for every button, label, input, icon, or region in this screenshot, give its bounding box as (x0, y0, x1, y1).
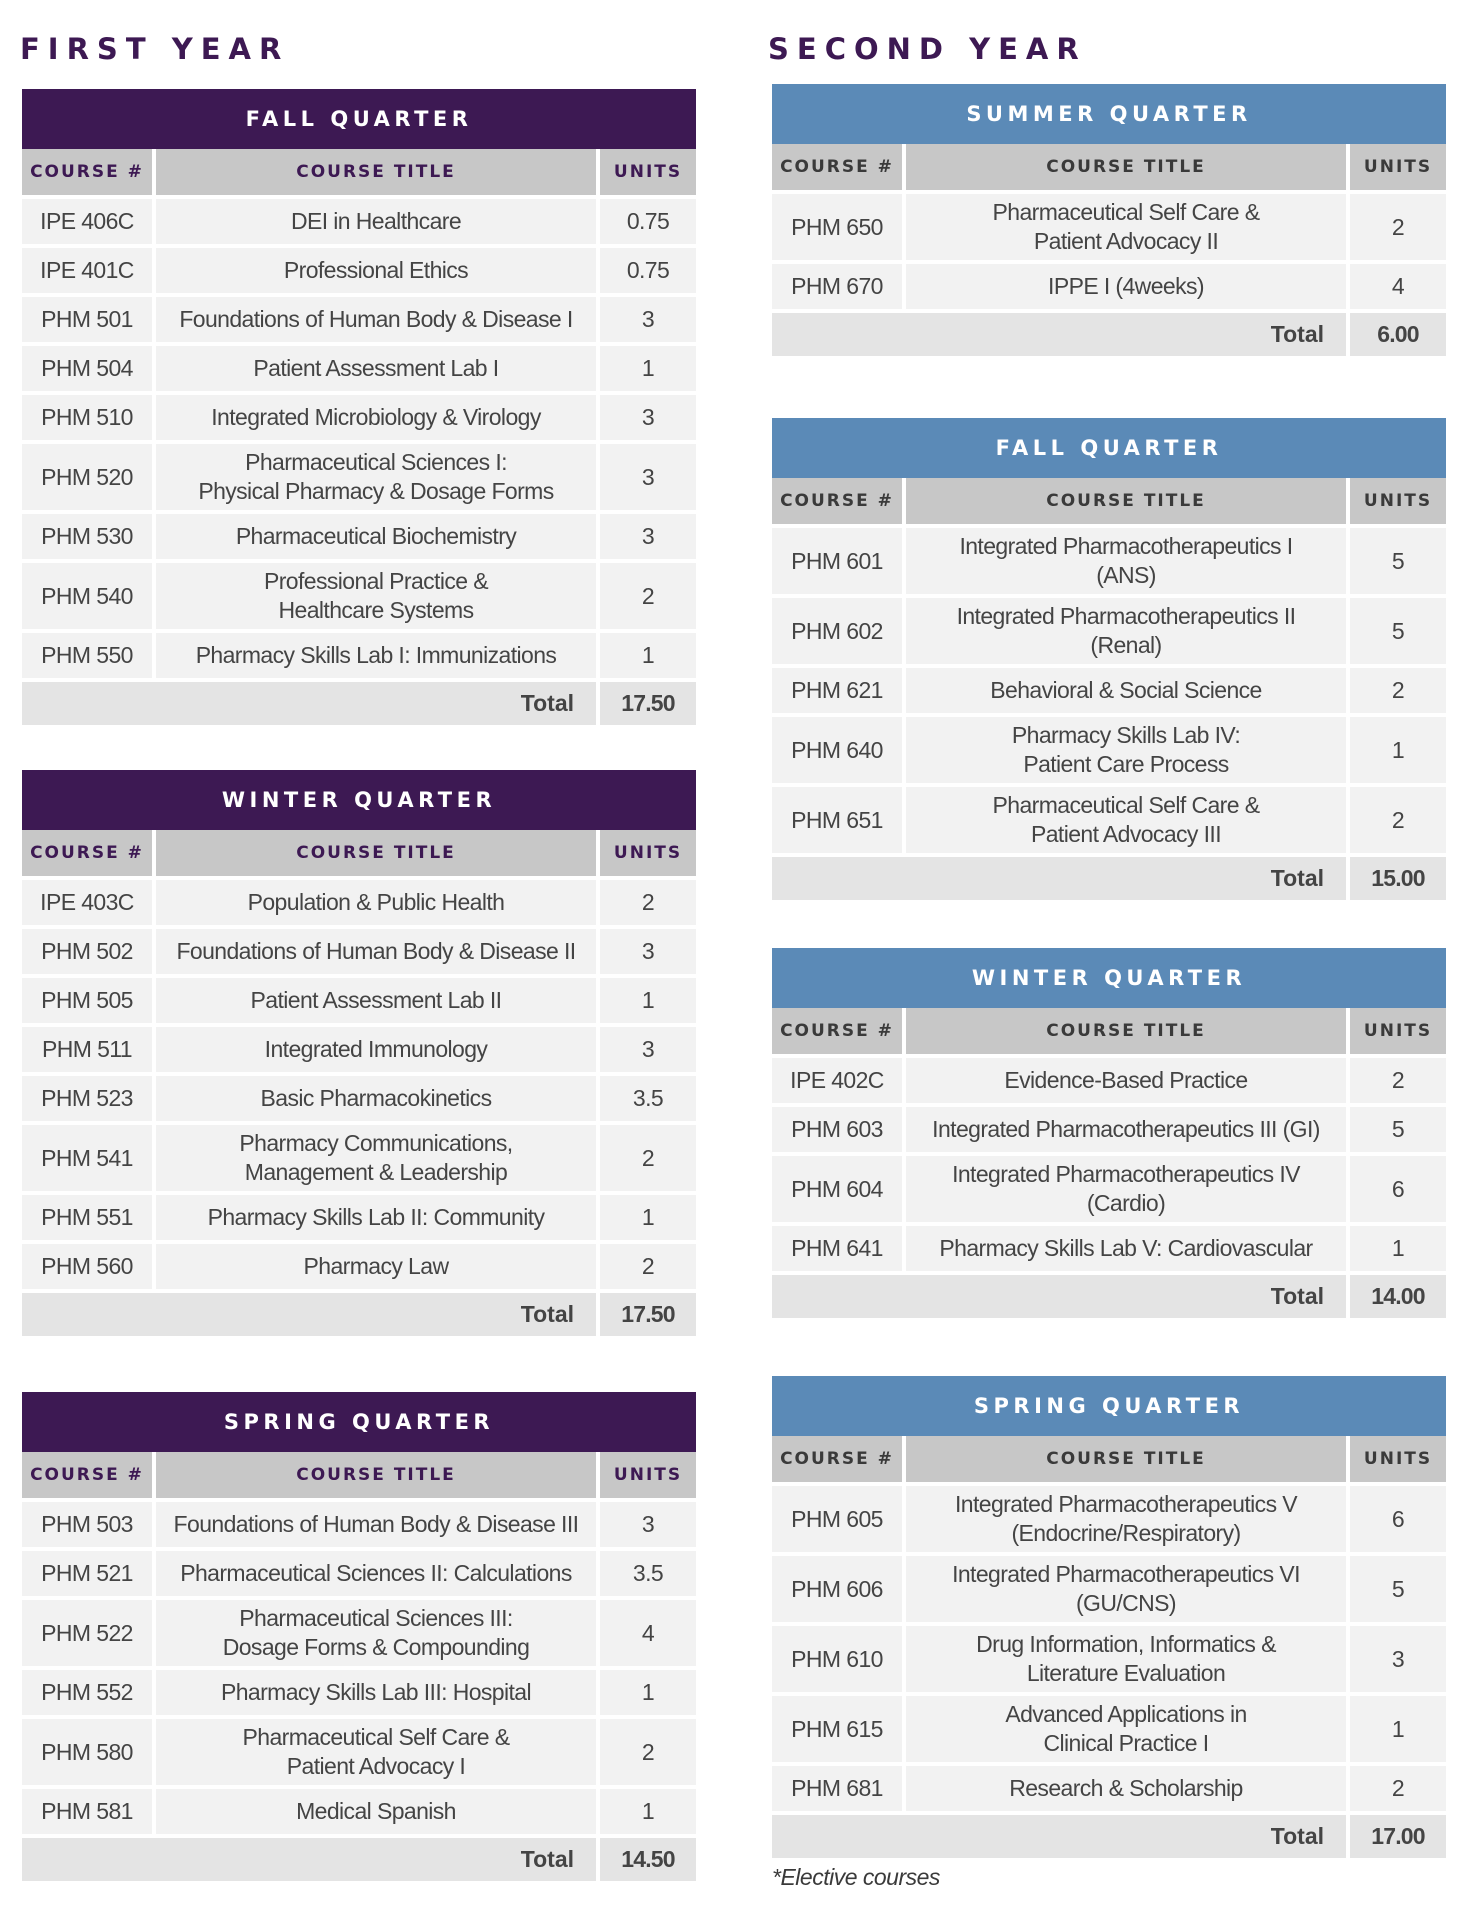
course-units: 1 (600, 1670, 696, 1719)
first-year-title: FIRST YEAR (20, 32, 290, 66)
course-number: PHM 651 (772, 787, 906, 857)
units-header: UNITS (1350, 144, 1446, 194)
course-units: 1 (1350, 1696, 1446, 1766)
course-title: Pharmaceutical Sciences I: Physical Pharmacy & Dosage Forms (156, 444, 600, 514)
course-number: PHM 615 (772, 1696, 906, 1766)
units-header: UNITS (1350, 1008, 1446, 1058)
course-number: PHM 503 (22, 1502, 156, 1551)
course-number-header: COURSE # (772, 1436, 906, 1486)
course-units: 5 (1350, 1556, 1446, 1626)
table-row (772, 1626, 1446, 1696)
course-units: 3 (600, 395, 696, 444)
table-row (772, 1766, 1446, 1815)
total-units: 14.50 (600, 1838, 696, 1885)
course-title: Population & Public Health (156, 880, 600, 929)
quarter-title: SUMMER QUARTER (772, 84, 1446, 144)
table-row (772, 668, 1446, 717)
course-units: 3 (600, 514, 696, 563)
course-number: PHM 621 (772, 668, 906, 717)
course-units: 3 (600, 929, 696, 978)
course-number: PHM 523 (22, 1076, 156, 1125)
quarter-header-row (22, 89, 696, 149)
total-units: 6.00 (1350, 313, 1446, 360)
units-header: UNITS (600, 149, 696, 199)
table-row (22, 633, 696, 682)
course-number: PHM 504 (22, 346, 156, 395)
course-number: PHM 610 (772, 1626, 906, 1696)
total-units: 14.00 (1350, 1275, 1446, 1322)
course-title: Pharmacy Skills Lab II: Community (156, 1195, 600, 1244)
course-title: Medical Spanish (156, 1789, 600, 1838)
course-title: Pharmacy Skills Lab I: Immunizations (156, 633, 600, 682)
course-title: Pharmacy Communications, Management & Leadership (156, 1125, 600, 1195)
course-title: IPPE I (4weeks) (906, 264, 1350, 313)
course-number: PHM 510 (22, 395, 156, 444)
table-row (22, 1195, 696, 1244)
course-title: Pharmaceutical Sciences II: Calculations (156, 1551, 600, 1600)
table-row (772, 1156, 1446, 1226)
total-row (772, 857, 1446, 904)
second-year-summer-quarter-table (772, 84, 1446, 360)
course-number: PHM 603 (772, 1107, 906, 1156)
second-year-fall-quarter-table (772, 418, 1446, 904)
total-units: 15.00 (1350, 857, 1446, 904)
quarter-header-row (772, 418, 1446, 478)
table-row (772, 1226, 1446, 1275)
table-row (22, 1551, 696, 1600)
total-units: 17.50 (600, 682, 696, 729)
course-title: Pharmacy Law (156, 1244, 600, 1293)
table-row (772, 194, 1446, 264)
course-title: Integrated Pharmacotherapeutics III (GI) (906, 1107, 1350, 1156)
course-title: Foundations of Human Body & Disease III (156, 1502, 600, 1551)
course-units: 1 (600, 978, 696, 1027)
course-number: PHM 550 (22, 633, 156, 682)
course-number: PHM 530 (22, 514, 156, 563)
quarter-title: FALL QUARTER (22, 89, 696, 149)
course-units: 3 (600, 444, 696, 514)
column-header-row (772, 1008, 1446, 1058)
table-row (772, 598, 1446, 668)
course-title: Drug Information, Informatics & Literature Evaluation (906, 1626, 1350, 1696)
course-units: 1 (1350, 1226, 1446, 1275)
table-row (772, 1058, 1446, 1107)
table-row (22, 978, 696, 1027)
column-header-row (22, 1452, 696, 1502)
course-number: PHM 602 (772, 598, 906, 668)
table-row (22, 1600, 696, 1670)
course-number: PHM 605 (772, 1486, 906, 1556)
course-units: 2 (600, 880, 696, 929)
course-number-header: COURSE # (772, 1008, 906, 1058)
course-title: Integrated Pharmacotherapeutics IV (Cardio) (906, 1156, 1350, 1226)
course-title-header: COURSE TITLE (156, 149, 600, 199)
course-units: 1 (1350, 717, 1446, 787)
table-row (22, 346, 696, 395)
total-row (22, 682, 696, 729)
course-number: PHM 541 (22, 1125, 156, 1195)
table-row (22, 1244, 696, 1293)
quarter-title: WINTER QUARTER (772, 948, 1446, 1008)
course-number: PHM 551 (22, 1195, 156, 1244)
total-label: Total (772, 1275, 1350, 1322)
quarter-header-row (22, 770, 696, 830)
units-header: UNITS (600, 830, 696, 880)
course-title: Integrated Pharmacotherapeutics II (Renal) (906, 598, 1350, 668)
table-row (22, 929, 696, 978)
course-title: Patient Assessment Lab I (156, 346, 600, 395)
course-number: PHM 540 (22, 563, 156, 633)
course-number: IPE 401C (22, 248, 156, 297)
table-row (22, 1719, 696, 1789)
course-title-header: COURSE TITLE (906, 478, 1350, 528)
table-row (772, 717, 1446, 787)
course-units: 1 (600, 346, 696, 395)
course-number: PHM 604 (772, 1156, 906, 1226)
course-number: IPE 402C (772, 1058, 906, 1107)
quarter-title: WINTER QUARTER (22, 770, 696, 830)
course-title: Patient Assessment Lab II (156, 978, 600, 1027)
course-units: 2 (1350, 668, 1446, 717)
units-header: UNITS (1350, 478, 1446, 528)
course-units: 2 (1350, 194, 1446, 264)
total-label: Total (772, 857, 1350, 904)
course-title: DEI in Healthcare (156, 199, 600, 248)
course-units: 6 (1350, 1156, 1446, 1226)
units-header: UNITS (1350, 1436, 1446, 1486)
course-title: Pharmacy Skills Lab V: Cardiovascular (906, 1226, 1350, 1275)
course-title: Pharmaceutical Self Care & Patient Advocacy II (906, 194, 1350, 264)
table-row (22, 1125, 696, 1195)
table-row (22, 444, 696, 514)
course-title: Integrated Pharmacotherapeutics VI (GU/CNS) (906, 1556, 1350, 1626)
course-number: IPE 406C (22, 199, 156, 248)
quarter-title: SPRING QUARTER (22, 1392, 696, 1452)
course-title: Basic Pharmacokinetics (156, 1076, 600, 1125)
second-year-winter-quarter-table (772, 948, 1446, 1322)
course-number-header: COURSE # (22, 149, 156, 199)
total-label: Total (772, 313, 1350, 360)
course-number-header: COURSE # (22, 830, 156, 880)
course-title: Behavioral & Social Science (906, 668, 1350, 717)
first-year-fall-quarter-table (22, 89, 696, 729)
table-row (22, 248, 696, 297)
course-number: PHM 601 (772, 528, 906, 598)
course-units: 1 (600, 1789, 696, 1838)
course-title: Pharmaceutical Self Care & Patient Advocacy III (906, 787, 1350, 857)
course-number: PHM 640 (772, 717, 906, 787)
course-title-header: COURSE TITLE (906, 144, 1350, 194)
table-row (772, 264, 1446, 313)
course-number: PHM 501 (22, 297, 156, 346)
first-year-winter-quarter-table (22, 770, 696, 1340)
quarter-header-row (772, 1376, 1446, 1436)
course-number: PHM 511 (22, 1027, 156, 1076)
course-units: 5 (1350, 1107, 1446, 1156)
course-number-header: COURSE # (772, 144, 906, 194)
table-row (22, 395, 696, 444)
total-units: 17.00 (1350, 1815, 1446, 1862)
total-row (772, 1275, 1446, 1322)
course-title: Pharmacy Skills Lab IV: Patient Care Process (906, 717, 1350, 787)
course-number: PHM 505 (22, 978, 156, 1027)
second-year-spring-quarter-table (772, 1376, 1446, 1862)
course-title: Integrated Pharmacotherapeutics V (Endocrine/Respiratory) (906, 1486, 1350, 1556)
column-header-row (772, 1436, 1446, 1486)
table-row (22, 199, 696, 248)
course-number: PHM 670 (772, 264, 906, 313)
course-units: 5 (1350, 598, 1446, 668)
total-row (772, 1815, 1446, 1862)
total-row (772, 313, 1446, 360)
table-row (22, 1670, 696, 1719)
total-label: Total (22, 1838, 600, 1885)
course-title: Pharmaceutical Sciences III: Dosage Forms & Compounding (156, 1600, 600, 1670)
table-row (22, 880, 696, 929)
course-title: Professional Practice & Healthcare Systems (156, 563, 600, 633)
first-year-spring-quarter-table (22, 1392, 696, 1885)
course-title: Integrated Pharmacotherapeutics I (ANS) (906, 528, 1350, 598)
course-units: 0.75 (600, 199, 696, 248)
course-units: 2 (1350, 1058, 1446, 1107)
course-number: IPE 403C (22, 880, 156, 929)
course-title: Research & Scholarship (906, 1766, 1350, 1815)
column-header-row (772, 144, 1446, 194)
course-units: 1 (600, 1195, 696, 1244)
total-units: 17.50 (600, 1293, 696, 1340)
course-title: Pharmacy Skills Lab III: Hospital (156, 1670, 600, 1719)
total-label: Total (22, 682, 600, 729)
quarter-title: SPRING QUARTER (772, 1376, 1446, 1436)
course-title: Pharmaceutical Biochemistry (156, 514, 600, 563)
table-row (772, 1486, 1446, 1556)
total-label: Total (772, 1815, 1350, 1862)
course-title-header: COURSE TITLE (156, 830, 600, 880)
table-row (22, 1789, 696, 1838)
course-title: Integrated Microbiology & Virology (156, 395, 600, 444)
elective-courses-footnote: *Elective courses (772, 1864, 940, 1890)
course-units: 2 (600, 1719, 696, 1789)
course-units: 3.5 (600, 1551, 696, 1600)
table-row (772, 787, 1446, 857)
course-title-header: COURSE TITLE (906, 1436, 1350, 1486)
course-number: PHM 580 (22, 1719, 156, 1789)
table-row (22, 1076, 696, 1125)
course-title: Pharmaceutical Self Care & Patient Advocacy I (156, 1719, 600, 1789)
course-number: PHM 606 (772, 1556, 906, 1626)
course-units: 2 (600, 563, 696, 633)
course-title: Foundations of Human Body & Disease I (156, 297, 600, 346)
table-row (22, 297, 696, 346)
column-header-row (22, 149, 696, 199)
course-units: 3 (1350, 1626, 1446, 1696)
course-units: 3 (600, 1502, 696, 1551)
course-number: PHM 581 (22, 1789, 156, 1838)
course-units: 1 (600, 633, 696, 682)
units-header: UNITS (600, 1452, 696, 1502)
course-number-header: COURSE # (22, 1452, 156, 1502)
course-number: PHM 560 (22, 1244, 156, 1293)
course-title-header: COURSE TITLE (906, 1008, 1350, 1058)
column-header-row (772, 478, 1446, 528)
table-row (772, 1556, 1446, 1626)
course-title: Foundations of Human Body & Disease II (156, 929, 600, 978)
second-year-title: SECOND YEAR (768, 32, 1087, 66)
course-units: 0.75 (600, 248, 696, 297)
table-row (22, 1502, 696, 1551)
total-label: Total (22, 1293, 600, 1340)
course-number: PHM 681 (772, 1766, 906, 1815)
quarter-header-row (772, 948, 1446, 1008)
course-title: Professional Ethics (156, 248, 600, 297)
course-title: Evidence-Based Practice (906, 1058, 1350, 1107)
table-row (772, 528, 1446, 598)
quarter-title: FALL QUARTER (772, 418, 1446, 478)
course-units: 3 (600, 1027, 696, 1076)
course-number: PHM 521 (22, 1551, 156, 1600)
course-units: 2 (1350, 787, 1446, 857)
table-row (772, 1107, 1446, 1156)
table-row (772, 1696, 1446, 1766)
total-row (22, 1838, 696, 1885)
course-number: PHM 520 (22, 444, 156, 514)
course-title-header: COURSE TITLE (156, 1452, 600, 1502)
course-units: 2 (600, 1125, 696, 1195)
course-units: 3 (600, 297, 696, 346)
course-number: PHM 502 (22, 929, 156, 978)
table-row (22, 1027, 696, 1076)
course-units: 5 (1350, 528, 1446, 598)
course-units: 6 (1350, 1486, 1446, 1556)
course-units: 4 (1350, 264, 1446, 313)
course-units: 2 (1350, 1766, 1446, 1815)
course-number-header: COURSE # (772, 478, 906, 528)
course-units: 2 (600, 1244, 696, 1293)
course-number: PHM 522 (22, 1600, 156, 1670)
table-row (22, 514, 696, 563)
quarter-header-row (772, 84, 1446, 144)
table-row (22, 563, 696, 633)
course-title: Advanced Applications in Clinical Practice I (906, 1696, 1350, 1766)
course-title: Integrated Immunology (156, 1027, 600, 1076)
course-number: PHM 641 (772, 1226, 906, 1275)
course-units: 4 (600, 1600, 696, 1670)
column-header-row (22, 830, 696, 880)
course-number: PHM 552 (22, 1670, 156, 1719)
total-row (22, 1293, 696, 1340)
course-units: 3.5 (600, 1076, 696, 1125)
course-number: PHM 650 (772, 194, 906, 264)
quarter-header-row (22, 1392, 696, 1452)
